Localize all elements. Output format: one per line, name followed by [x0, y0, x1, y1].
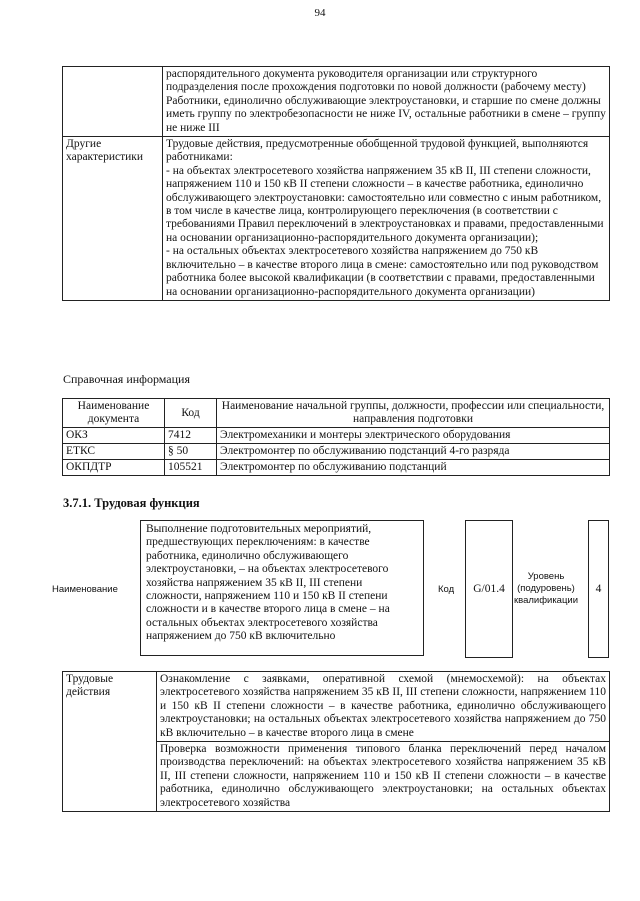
- paragraph: Трудовые действия, предусмотренные обобщенной трудовой функцией, выполняются работниками:: [166, 138, 589, 164]
- table-row: [63, 460, 610, 476]
- function-name-box: Выполнение подготовительных мероприятий, предшествующих переключениям: в качестве работника, единолично обслуживающего электроустановки, – на объектах электросетевого хозяйства напряжением 35 кВ II, III степени сложности, напряжением 110 и 150 кВ II степени сложности и в качестве второго лица в смене – на остальных объектах электросетевого хозяйства напряжением до 750 кВ включительно: [140, 520, 424, 656]
- code-label: Код: [438, 584, 455, 595]
- table-row: [63, 67, 610, 137]
- column-header: Наименование начальной группы, должности, профессии или специальности, направления подготовки: [217, 399, 610, 428]
- table-row: [63, 137, 610, 301]
- labor-action-item: Проверка возможности применения типового бланка переключений перед началом производства переключений: на объектах электросетевого хозяйства напряжением 35 кВ II, III степени сложности, напряжением 110 и 150 кВ II степени сложности – в качестве работника, единолично обслуживающего электроустановки; на остальных объектах электросетевого хозяйства: [157, 742, 610, 812]
- table-cell: Электромонтер по обслуживанию подстанций 4-го разряда: [217, 444, 610, 460]
- row-content: [163, 67, 610, 137]
- paragraph: Работники, единолично обслуживающие электроустановки, и старшие по смене должны иметь группу по электробезопасности не ниже IV, остальные работники в смене – группу не ниже III: [166, 94, 606, 134]
- page-number: 94: [314, 7, 326, 19]
- reference-table: [62, 398, 610, 476]
- row-content: [163, 137, 610, 301]
- table-row: [63, 672, 610, 742]
- table-cell: ОКЗ: [63, 428, 165, 444]
- qualification-level-box: 4: [588, 520, 609, 658]
- table-row: [63, 428, 610, 444]
- column-header: Код: [165, 399, 217, 428]
- labor-actions-label: Трудовые действия: [63, 672, 157, 812]
- qualification-level-label: Уровень (подуровень) квалификации: [513, 571, 579, 606]
- row-label-other: Другие характеристики: [63, 137, 163, 301]
- code-value-box: G/01.4: [465, 520, 513, 658]
- table-cell: 105521: [165, 460, 217, 476]
- table-header-row: [63, 399, 610, 428]
- qualification-requirements-table: [62, 66, 610, 301]
- paragraph: - на остальных объектах электросетевого хозяйства напряжением до 750 кВ включительно – в качестве второго лица в смене: самостоятельно или под руководством работника более высокой квалификации (в соответствии с правами, предоставленными на основании организационно-распорядительного документа организации): [166, 245, 599, 298]
- reference-info-title: Справочная информация: [63, 372, 190, 386]
- paragraph: - на объектах электросетевого хозяйства напряжением 35 кВ II, III степени сложности, напряжением 110 и 150 кВ II степени сложности – в качестве работника, единолично обслуживающего электроустановки: самостоятельно или совместно с иным работником, в том числе в качестве лица, контролирующего переключения (в соответствии с требованиями Правил переключений в электроустановках и правами, предоставленными на основании организационно-распорядительного документа организации);: [166, 164, 604, 244]
- table-cell: Электромонтер по обслуживанию подстанций: [217, 460, 610, 476]
- paragraph: распорядительного документа руководителя организации или структурного подразделения после прохождения подготовки по новой должности (рабочему месту): [166, 68, 586, 94]
- labor-actions-table: [62, 671, 610, 812]
- labor-action-item: Ознакомление с заявками, оперативной схемой (мнемосхемой): на объектах электросетевого хозяйства напряжением 35 кВ II, III степени сложности, напряжением 110 и 150 кВ II степени сложности – в качестве работника, единолично обслуживающего электроустановки; на остальных объектах электросетевого хозяйства напряжением до 750 кВ включительно – в качестве второго лица в смене: [157, 672, 610, 742]
- column-header: Наименование документа: [63, 399, 165, 428]
- table-cell: § 50: [165, 444, 217, 460]
- table-cell: ЕТКС: [63, 444, 165, 460]
- table-cell: 7412: [165, 428, 217, 444]
- labor-function-title: 3.7.1. Трудовая функция: [63, 496, 200, 510]
- name-label: Наименование: [52, 584, 118, 595]
- table-cell: Электромеханики и монтеры электрического оборудования: [217, 428, 610, 444]
- table-row: [63, 444, 610, 460]
- row-label: [63, 67, 163, 137]
- table-cell: ОКПДТР: [63, 460, 165, 476]
